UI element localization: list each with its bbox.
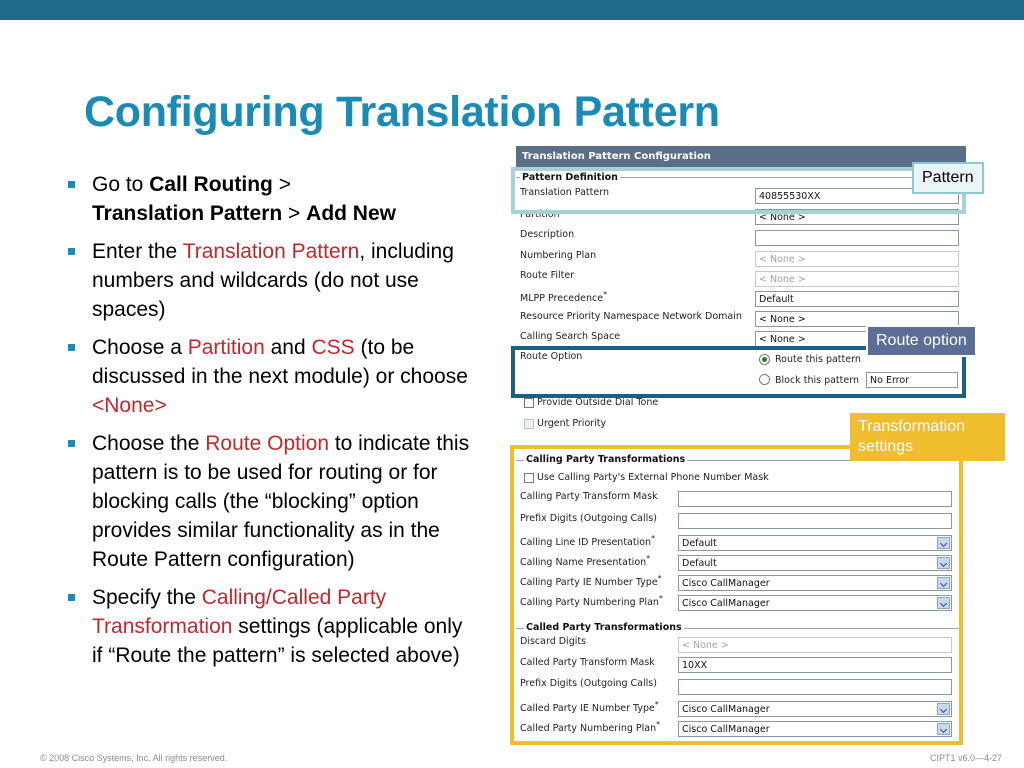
urgent-priority-label: Urgent Priority	[537, 418, 607, 429]
translation-pattern-input[interactable]: 40855530XX	[755, 188, 959, 204]
rpnd-value: < None >	[759, 314, 806, 325]
required-mark: *	[603, 290, 608, 299]
partition-label: Partition	[520, 209, 560, 220]
mlpp-value: Default	[759, 294, 794, 305]
numbering-plan-label: Numbering Plan	[520, 250, 597, 261]
required-mark: *	[658, 594, 663, 603]
discard-digits-label: Discard Digits	[520, 636, 587, 647]
called-ie-type-label-text: Called Party IE Number Type	[520, 703, 655, 715]
provide-dial-tone-checkbox[interactable]	[524, 398, 534, 408]
called-ie-type-value: Cisco CallManager	[682, 704, 770, 715]
route-this-pattern-radio[interactable]	[759, 354, 770, 365]
calling-line-id-value: Default	[682, 538, 717, 549]
calling-line-id-label	[520, 534, 655, 548]
required-mark: *	[656, 720, 661, 729]
provide-dial-tone-label: Provide Outside Dial Tone	[537, 397, 659, 408]
bullet-text: Specify the	[92, 586, 202, 609]
bullet-highlight: Route Option	[205, 432, 329, 455]
calling-name-presentation-label	[520, 554, 650, 568]
route-option-callout: Route option	[866, 325, 977, 357]
calling-ie-type-value: Cisco CallManager	[682, 578, 770, 589]
use-external-mask-label: Use Calling Party's External Phone Number Mask	[537, 472, 769, 483]
calling-line-id-select[interactable]	[678, 535, 952, 551]
urgent-priority-checkbox[interactable]	[524, 419, 534, 429]
calling-ie-type-select[interactable]	[678, 575, 952, 591]
partition-select[interactable]	[755, 209, 959, 225]
pattern-definition-legend: Pattern Definition	[522, 172, 618, 183]
calling-num-plan-label-text: Calling Party Numbering Plan	[520, 597, 659, 609]
bullet-text: and	[264, 336, 312, 359]
chevron-down-icon	[937, 537, 950, 549]
calling-prefix-input[interactable]	[678, 513, 952, 529]
calling-prefix-label: Prefix Digits (Outgoing Calls)	[520, 513, 657, 524]
bullet-emphasis: Call Routing	[149, 173, 273, 196]
transformation-callout: Transformation settings	[850, 413, 1005, 461]
bullet-highlight: CSS	[311, 336, 355, 359]
calling-num-plan-value: Cisco CallManager	[682, 598, 770, 609]
translation-pattern-label: Translation Pattern	[520, 187, 609, 198]
bullet-text: Choose the	[92, 432, 206, 455]
bullet-text: (to be discussed in the next module) or choose	[92, 336, 468, 388]
called-num-plan-value: Cisco CallManager	[682, 724, 770, 735]
bullet-item	[66, 333, 476, 420]
calling-numbering-plan-label	[520, 594, 663, 608]
bullet-list	[66, 170, 476, 679]
bullet-text: Choose a	[92, 336, 188, 359]
bullet-item	[66, 429, 476, 574]
block-this-pattern-label: Block this pattern	[775, 375, 859, 386]
called-transform-mask-label: Called Party Transform Mask	[520, 657, 655, 668]
bullet-emphasis: Add New	[306, 202, 396, 225]
route-filter-label: Route Filter	[520, 270, 575, 281]
calling-name-presentation-select[interactable]	[678, 555, 952, 571]
bullet-text: , including numbers and wildcards (do not use spaces)	[92, 240, 454, 321]
bullet-emphasis: Translation Pattern	[92, 202, 283, 225]
called-ie-type-label	[520, 700, 659, 714]
route-option-label: Route Option	[520, 351, 583, 362]
description-label: Description	[520, 229, 575, 240]
chevron-down-icon	[937, 597, 950, 609]
calling-transform-mask-input[interactable]	[678, 491, 952, 507]
partition-value: < None >	[759, 212, 806, 223]
slide-title: Configuring Translation Pattern	[84, 88, 720, 136]
calling-party-legend: Calling Party Transformations	[526, 454, 686, 465]
css-label: Calling Search Space	[520, 331, 621, 342]
mlpp-label-text: MLPP Precedence	[520, 293, 604, 305]
bullet-text: >	[272, 173, 291, 196]
calling-ie-type-label-text: Calling Party IE Number Type	[520, 577, 658, 589]
called-ie-type-select[interactable]	[678, 701, 952, 717]
css-value: < None >	[759, 334, 806, 345]
calling-name-pres-value: Default	[682, 558, 717, 569]
required-mark: *	[657, 574, 662, 583]
config-page-header: Translation Pattern Configuration	[516, 146, 966, 168]
top-banner	[0, 0, 1024, 20]
bullet-highlight: Partition	[187, 336, 265, 359]
required-mark: *	[654, 700, 659, 709]
required-mark: *	[646, 554, 651, 563]
bullet-text: Enter the	[92, 240, 183, 263]
slide-number-footer: CIPT1 v6.0—4-27	[929, 753, 1002, 763]
copyright-footer: © 2008 Cisco Systems, Inc. All rights reserved.	[40, 753, 228, 763]
block-reason-select[interactable]	[866, 372, 958, 388]
block-reason-value: No Error	[870, 375, 910, 386]
description-input[interactable]	[755, 230, 959, 246]
bullet-text: to indicate this pattern is to be used for routing or for blocking calls (the “blocking” option provides similar functionality as in the Route Pattern configuration)	[92, 432, 470, 571]
numbering-plan-select[interactable]	[755, 251, 959, 267]
block-this-pattern-radio[interactable]	[759, 374, 770, 385]
mlpp-label	[520, 290, 607, 304]
called-numbering-plan-label	[520, 720, 660, 734]
use-external-mask-checkbox[interactable]	[524, 473, 534, 483]
route-filter-value: < None >	[759, 274, 806, 285]
chevron-down-icon	[937, 557, 950, 569]
called-transform-mask-input[interactable]: 10XX	[678, 657, 952, 673]
bullet-text: Go to	[92, 173, 150, 196]
chevron-down-icon	[937, 577, 950, 589]
calling-transform-mask-label: Calling Party Transform Mask	[520, 491, 658, 502]
called-num-plan-label-text: Called Party Numbering Plan	[520, 723, 657, 735]
bullet-item	[66, 237, 476, 324]
called-prefix-input[interactable]	[678, 679, 952, 695]
calling-numbering-plan-select[interactable]	[678, 595, 952, 611]
calling-name-pres-label-text: Calling Name Presentation	[520, 557, 647, 569]
bullet-item	[66, 583, 476, 670]
route-filter-select[interactable]	[755, 271, 959, 287]
numbering-plan-value: < None >	[759, 254, 806, 265]
discard-digits-value: < None >	[682, 640, 729, 651]
bullet-highlight: Translation Pattern	[182, 240, 360, 263]
called-prefix-label: Prefix Digits (Outgoing Calls)	[520, 678, 657, 689]
bullet-highlight: <None>	[92, 394, 167, 417]
calling-ie-type-label	[520, 574, 662, 588]
bullet-text: >	[282, 202, 307, 225]
required-mark: *	[651, 534, 656, 543]
rpnd-label: Resource Priority Namespace Network Domain	[520, 311, 742, 322]
chevron-down-icon	[937, 723, 950, 735]
route-this-pattern-label: Route this pattern	[775, 354, 861, 365]
discard-digits-select[interactable]	[678, 637, 952, 653]
bullet-item	[66, 170, 476, 228]
pattern-callout: Pattern	[912, 162, 984, 194]
mlpp-select[interactable]	[755, 291, 959, 307]
calling-line-id-label-text: Calling Line ID Presentation	[520, 537, 652, 549]
bullet-text: settings (applicable only if “Route the pattern” is selected above)	[92, 615, 463, 667]
chevron-down-icon	[937, 703, 950, 715]
called-numbering-plan-select[interactable]	[678, 721, 952, 737]
bullet-highlight: Calling/Called Party Transformation	[92, 586, 387, 638]
called-party-legend: Called Party Transformations	[526, 622, 682, 633]
